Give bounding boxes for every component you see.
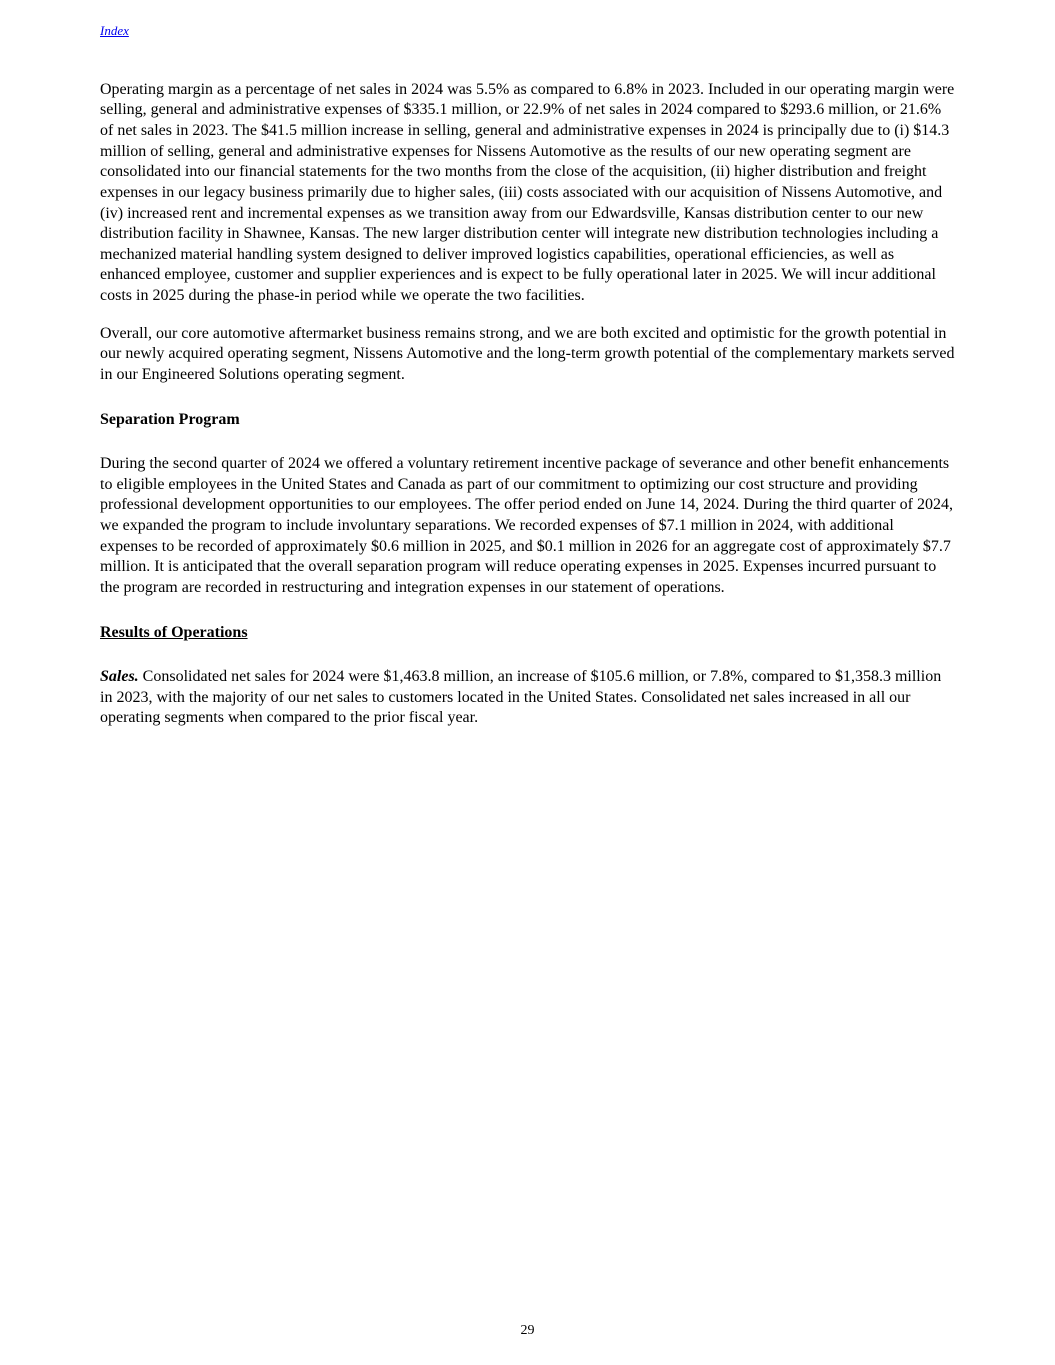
heading-separation-program: Separation Program	[100, 410, 240, 428]
paragraph-separation-program: During the second quarter of 2024 we offered a voluntary retirement incentive package of severance and other benefit enhancements to eligible employees in the United States and Canada as part of our commitment to optimizing our cost structure and providing professional development opportunities to our employees. The offer period ended on June 14, 2024. During the third quarter of 2024, we expanded the program to include involuntary separations. We recorded expenses of $7.1 million in 2024, with additional expenses to be recorded of approximately $0.6 million in 2025, and $0.1 million in 2026 for an aggregate cost of approximately $7.7 million. It is anticipated that the overall separation program will reduce operating expenses in 2025. Expenses incurred pursuant to the program are recorded in restructuring and integration expenses in our statement of operations.	[100, 455, 953, 596]
paragraph-sales	[100, 667, 955, 729]
sales-lead-label: Sales.	[100, 668, 139, 686]
sales-paragraph-text: Consolidated net sales for 2024 were $1,463.8 million, an increase of $105.6 million, or 7.8%, compared to $1,358.3 million in 2023, with the majority of our net sales to customers located in the United States. Consolidated net sales increased in all our operating segments when compared to the prior fiscal year.	[100, 668, 942, 727]
index-link[interactable]: Index	[100, 23, 129, 38]
page-number: 29	[520, 1323, 535, 1338]
heading-results-of-operations: Results of Operations	[100, 623, 248, 641]
paragraph-overall-outlook: Overall, our core automotive aftermarket business remains strong, and we are both excited and optimistic for the growth potential in our newly acquired operating segment, Nissens Automotive and the long-term growth potential of the complementary markets served in our Engineered Solutions operating segment.	[100, 324, 955, 383]
paragraph-operating-margin: Operating margin as a percentage of net sales in 2024 was 5.5% as compared to 6.8% in 2023. Included in our operating margin were selling, general and administrative expenses of $335.1 million, or 22.9% of net sales in 2024 compared to $293.6 million, or 21.6% of net sales in 2023. The $41.5 million increase in selling, general and administrative expenses in 2024 is principally due to (i) $14.3 million of selling, general and administrative expenses for Nissens Automotive as the results of our new operating segment are consolidated into our financial statements for the two months from the close of the acquisition, (ii) higher distribution and freight expenses in our legacy business primarily due to higher sales, (iii) costs associated with our acquisition of Nissens Automotive, and (iv) increased rent and incremental expenses as we transition away from our Edwardsville, Kansas distribution center to our new distribution facility in Shawnee, Kansas. The new larger distribution center will integrate new distribution technologies including a mechanized material handling system designed to deliver improved logistics capabilities, operational efficiencies, as well as enhanced employee, customer and supplier experiences and is expect to be fully operational later in 2025. We will incur additional costs in 2025 during the phase-in period while we operate the two facilities.	[100, 80, 955, 305]
